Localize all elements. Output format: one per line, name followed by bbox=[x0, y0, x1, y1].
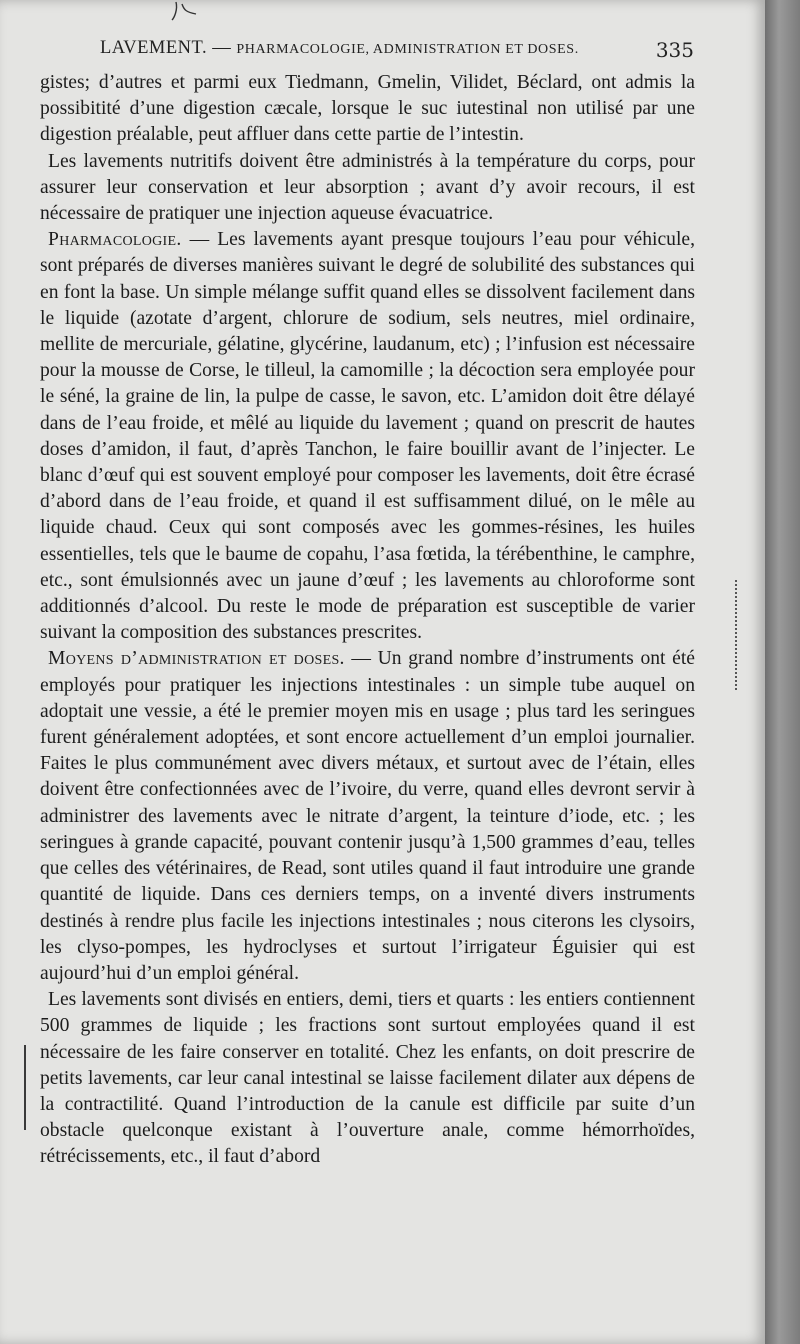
header-dash: — bbox=[212, 38, 232, 58]
paragraph-text: gistes; d’autres et parmi eux Tiedmann, Gmelin, Vilidet, Béclard, ont admis la possibitité d’une digestion cæcale, lorsque le suc iutestinal non utilisé par une digestion préalable, peut affluer dans cette partie de l’intestin. bbox=[40, 72, 695, 146]
paragraph-text: Les lavements nutritifs doivent être administrés à la température du corps, pour assurer leur conservation et leur absorption ; avant d’y avoir recours, il est nécessaire de pratiquer une injection aqueuse évacuatrice. bbox=[40, 150, 695, 225]
header-title bbox=[100, 38, 579, 59]
section-heading: Pharmacologie. bbox=[48, 229, 182, 251]
paragraph bbox=[40, 70, 695, 149]
page-edge bbox=[765, 0, 800, 1344]
paragraph bbox=[40, 149, 695, 228]
paragraph-text: Les lavements sont divisés en entiers, demi, tiers et quarts : les entiers contiennent 500 grammes de liquide ; les fractions sont surtout employées quand il est nécessaire de les faire conserver en totalité. Chez les enfants, on doit prescrire de petits lavements, car leur canal intestinal se laisse facilement dilater aux dépens de la contractilité. Quand l’introduction de la canule est difficile par suite d’un obstacle quelconque existant à l’ouverture anale, comme hémorrhoïdes, rétrécissements, etc., il faut d’abord bbox=[40, 989, 695, 1168]
paragraph bbox=[40, 227, 695, 646]
paragraph-text: — Les lavements ayant presque toujours l’eau pour véhicule, sont préparés de diverses manières suivant le degré de solubilité des substances qui en font la base. Un simple mélange suffit quand elles se dissolvent facilement dans le liquide (azotate d’argent, chlorure de sodium, sels neutres, miel ordinaire, mellite de mercuriale, gélatine, glycérine, laudanum, etc) ; l’infusion est nécessaire pour la mousse de Corse, le tilleul, la camomille ; la décoction sera employée pour le séné, la graine de lin, la pulpe de casse, le savon, etc. L’amidon doit être délayé dans de l’eau froide, et mêlé au liquide du lavement ; quand on prescrit de hautes doses d’amidon, il faut, d’après Tanchon, le faire bouillir avant de l’injecter. Le blanc d’œuf qui est souvent employé pour composer les lavements, doit être écrasé d’abord dans de l’eau froide, et quand il est suffisamment dilué, on le mêle au liquide chaud. Ceux qui sont composés avec les gommes-résines, les huiles essentielles, tels que le baume de copahu, l’asa fœtida, la térébenthine, le camphre, etc., sont émulsionnés avec un jaune d’œuf ; les lavements au chloroforme sont additionnés d’alcool. Du reste le mode de préparation est susceptible de varier suivant la composition des substances prescrites. bbox=[40, 229, 695, 644]
running-header bbox=[100, 30, 700, 66]
paragraph bbox=[40, 646, 695, 987]
handwritten-mark bbox=[170, 0, 210, 24]
paragraph bbox=[40, 987, 695, 1170]
paragraph-text: — Un grand nombre d’instruments ont été employés pour pratiquer les injections intestinales : un simple tube auquel on adoptait une vessie, a été le premier moyen mis en usage ; plus tard les seringues furent généralement adoptées, et sont encore actuellement d’un emploi journalier. Faites le plus communément avec divers métaux, et surtout avec de l’étain, elles doivent être confectionnées avec de l’ivoire, du verre, quand elles devront servir à administrer des lavements avec le nitrate d’argent, la teinture d’iode, etc. ; les seringues à grande capacité, pouvant contenir jusqu’à 1,500 grammes d’eau, telles que celles des vétérinaires, de Read, sont utiles quand il faut introduire une grande quantité de liquide. Dans ces derniers temps, on a inventé divers instruments destinés à rendre plus facile les injections intestinales ; nous citerons les clysoirs, les clyso-pompes, les hydroclyses et surtout l’irrigateur Éguisier qui est aujourd’hui d’un emploi général. bbox=[40, 648, 695, 984]
body-text bbox=[40, 70, 695, 1171]
margin-dots bbox=[735, 580, 757, 690]
page-number: 335 bbox=[655, 38, 694, 62]
section-heading: Moyens d’administration et doses. bbox=[48, 648, 345, 670]
header-subtitle: PHARMACOLOGIE, ADMINISTRATION ET DOSES. bbox=[236, 42, 579, 57]
header-title-word: LAVEMENT. bbox=[100, 38, 208, 58]
margin-mark bbox=[24, 1045, 26, 1130]
